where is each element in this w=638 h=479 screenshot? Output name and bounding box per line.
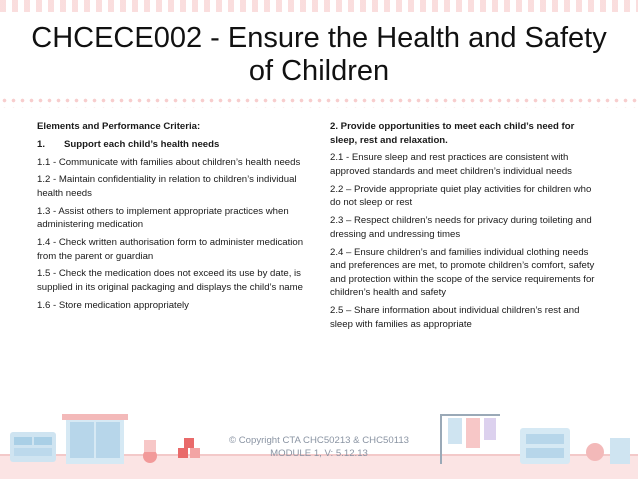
criterion-1-6: 1.6 - Store medication appropriately bbox=[37, 299, 189, 311]
criterion-1-5: 1.5 - Check the medication does not exceed its use by date, is supplied in its original packaging and displays the child’s name bbox=[37, 268, 303, 294]
left-heading: Elements and Performance Criteria: bbox=[37, 121, 201, 132]
section-1-number: 1. bbox=[37, 138, 46, 150]
decorative-top-border bbox=[0, 0, 638, 12]
section-2-heading: 2. Provide opportunities to meet each child’s need for sleep, rest and relaxation. bbox=[330, 121, 575, 146]
criterion-2-4: 2.4 – Ensure children’s and families individual clothing needs and preferences are met, to promote children’s comfort, safety and protection within the scope of the service requirements for children’s health and safety bbox=[330, 246, 595, 299]
criterion-1-3: 1.3 - Assist others to implement appropriate practices when administering medication bbox=[37, 205, 289, 231]
right-column bbox=[330, 120, 598, 335]
criterion-2-1: 2.1 - Ensure sleep and rest practices are consistent with approved standards and meet children’s individual needs bbox=[330, 152, 572, 177]
criterion-1-2: 1.2 - Maintain confidentiality in relation to children’s individual health needs bbox=[37, 174, 297, 199]
decorative-dot-strip bbox=[0, 96, 638, 108]
criterion-2-2: 2.2 – Provide appropriate quiet play activities for children who do not sleep or rest bbox=[330, 183, 592, 209]
left-column bbox=[37, 120, 305, 317]
section-1-heading bbox=[37, 138, 305, 152]
criterion-1-4: 1.4 - Check written authorisation form to administer medication from the parent or guardian bbox=[37, 237, 304, 262]
criterion-2-5: 2.5 – Share information about individual children’s rest and sleep with families as appropriate bbox=[330, 305, 580, 330]
copyright-notice: © Copyright CTA CHC50213 & CHC50113 MODULE 1, V: 5.12.13 bbox=[228, 435, 409, 459]
section-1-title: Support each child’s health needs bbox=[64, 138, 220, 150]
criterion-2-3: 2.3 – Respect children’s needs for privacy during toileting and dressing and undressing times bbox=[330, 215, 592, 240]
criterion-1-1: 1.1 - Communicate with families about children’s health needs bbox=[37, 156, 301, 168]
slide-title: CHCECE002 - Ensure the Health and Safety of Children bbox=[31, 22, 607, 87]
